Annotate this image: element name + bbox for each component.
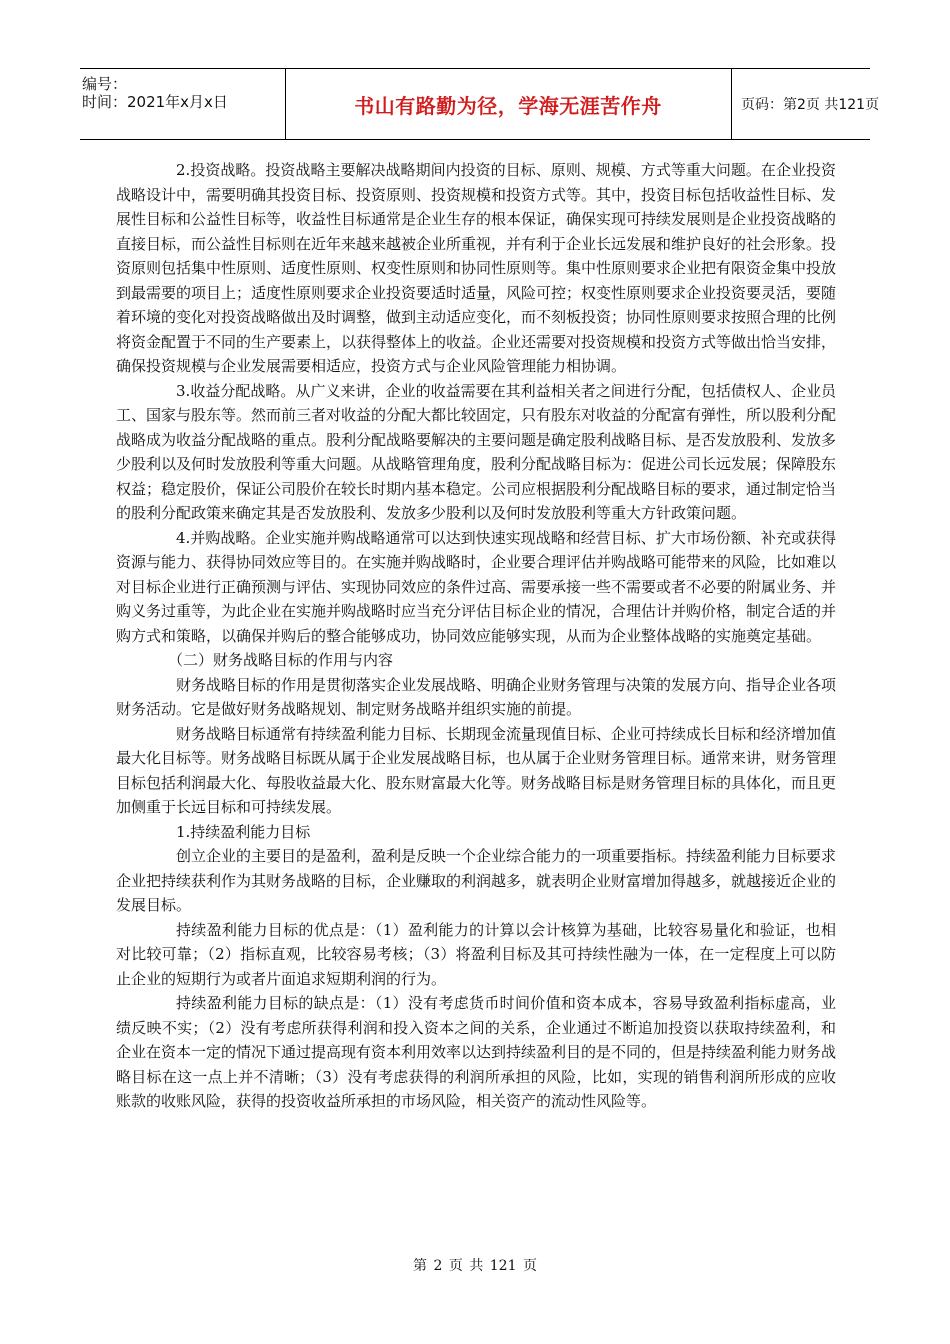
motto: 书山有路勤为径，学海无涯苦作舟 (354, 93, 662, 118)
paragraph-dividend-strategy: 3.收益分配战略。从广义来讲，企业的收益需要在其利益相关者之间进行分配，包括债权人、企业员工、国家与股东等。然而前三者对收益的分配大都比较固定，只有股东对收益的分配富有弹性，所以股利分配战略成为收益分配战略的重点。股利分配战略要解决的主要问题是确定股利战略目标、是否发放股利、发放多少股利以及何时发放股利等重大问题。从战略管理角度，股利分配战略目标为：促进公司长远发展；保障股东权益；稳定股价，保证公司股价在较长时期内基本稳定。公司应根据股利分配战略目标的要求，通过制定恰当的股利分配政策来确定其是否发放股利、发放多少股利以及何时发放股利等重大方针政策问题。 (116, 381, 837, 522)
footer-current-page: 2 (433, 1258, 443, 1274)
serial-label: 编号： (82, 75, 128, 93)
footer-suffix: 页 (522, 1258, 537, 1274)
page-footer (0, 1255, 950, 1275)
paragraph-advantages: 持续盈利能力目标的优点是：（1）盈利能力的计算以会计核算为基础，比较容易量化和验证，也相对比较可靠；（2）指标直观，比较容易考核；（3）将盈利目标及其可持续性融为一体，在一定程度上可以防止企业的短期行为或者片面追求短期利润的行为。 (116, 920, 836, 988)
subheading-profitability: 1.持续盈利能力目标 (176, 822, 311, 841)
page-header (80, 68, 880, 140)
footer-total-pages: 121 (489, 1258, 517, 1274)
header-page-cell (731, 69, 880, 139)
paragraph-goal-role: 财务战略目标的作用是贯彻落实企业发展战略、明确企业财务管理与决策的发展方向、指导企业各项财务活动。它是做好财务战略规划、制定财务战略并组织实施的前提。 (116, 675, 837, 718)
time-label: 时间：2021年x月x日 (82, 93, 228, 111)
section-heading: （二）财务战略目标的作用与内容 (168, 651, 394, 669)
footer-prefix: 第 (413, 1258, 428, 1274)
paragraph-profitability: 创立企业的主要目的是盈利，盈利是反映一个企业综合能力的一项重要指标。持续盈利能力目标要求企业把持续获利作为其财务战略的目标，企业赚取的利润越多，就表明企业财富增加得越多，就越接近企业的发展目标。 (116, 847, 837, 914)
header-motto-cell (285, 69, 732, 139)
footer-page-word: 页 (448, 1258, 463, 1274)
paragraph-investment-strategy: 2.投资战略。投资战略主要解决战略期间内投资的目标、原则、规模、方式等重大问题。在企业投资战略设计中，需要明确其投资目标、投资原则、投资规模和投资方式等。其中，投资目标包括收益性目标、发展性目标和公益性目标等，收益性目标通常是企业生存的根本保证，确保实现可持续发展则是企业投资战略的直接目标，而公益性目标则在近年来越来越被企业所重视，并有利于企业长远发展和维护良好的社会形象。投资原则包括集中性原则、适度性原则、权变性原则和协同性原则等。集中性原则要求企业把有限资金集中投放到最需要的项目上；适度性原则要求企业投资要适时适量，风险可控；权变性原则要求企业投资要灵活，要随着环境的变化对投资战略做出及时调整，做到主动适应变化，而不刻板投资；协同性原则要求按照合理的比例将资金配置于不同的生产要素上，以获得整体上的收益。企业还需要对投资规模和投资方式等做出恰当安排，确保投资规模与企业发展需要相适应，投资方式与企业风险管理能力相协调。 (116, 161, 837, 375)
paragraph-disadvantages: 持续盈利能力目标的缺点是：（1）没有考虑货币时间价值和资本成本，容易导致盈利指标虚高，业绩反映不实；（2）没有考虑所获得利润和投入资本之间的关系，企业通过不断追加投资以获取持续盈利，和企业在资本一定的情况下通过提高现有资本利用效率以达到持续盈利目的是不同的，但是持续盈利能力财务战略目标在这一点上并不清晰；（3）没有考虑获得的利润所承担的风险，比如，实现的销售利润所形成的应收账款的收账风险，获得的投资收益所承担的市场风险，相关资产的流动性风险等。 (116, 994, 837, 1110)
footer-total-word: 共 (469, 1258, 484, 1274)
document-body (116, 158, 836, 1114)
paragraph-goal-content: 财务战略目标通常有持续盈利能力目标、长期现金流量现值目标、企业可持续成长目标和经济增加值最大化目标等。财务战略目标既从属于企业发展战略目标，也从属于企业财务管理目标。通常来讲，财务管理目标包括利润最大化、每股收益最大化、股东财富最大化等。财务战略目标是财务管理目标的具体化，而且更加侧重于长远目标和可持续发展。 (116, 724, 837, 816)
header-meta (80, 69, 286, 139)
paragraph-ma-strategy: 4.并购战略。企业实施并购战略通常可以达到快速实现战略和经营目标、扩大市场份额、补充或获得资源与能力、获得协同效应等目的。在实施并购战略时，企业要合理评估并购战略可能带来的风险，比如难以对目标企业进行正确预测与评估、实现协同效应的条件过高、需要承接一些不需要或者不必要的附属业务、并购义务过重等，为此企业在实施并购战略时应当充分评估目标企业的情况，合理估计并购价格，制定合适的并购方式和策略，以确保并购后的整合能够成功，协同效应能够实现，从而为企业整体战略的实施奠定基础。 (116, 528, 837, 645)
page-code: 页码：第2页 共121页 (741, 97, 880, 113)
